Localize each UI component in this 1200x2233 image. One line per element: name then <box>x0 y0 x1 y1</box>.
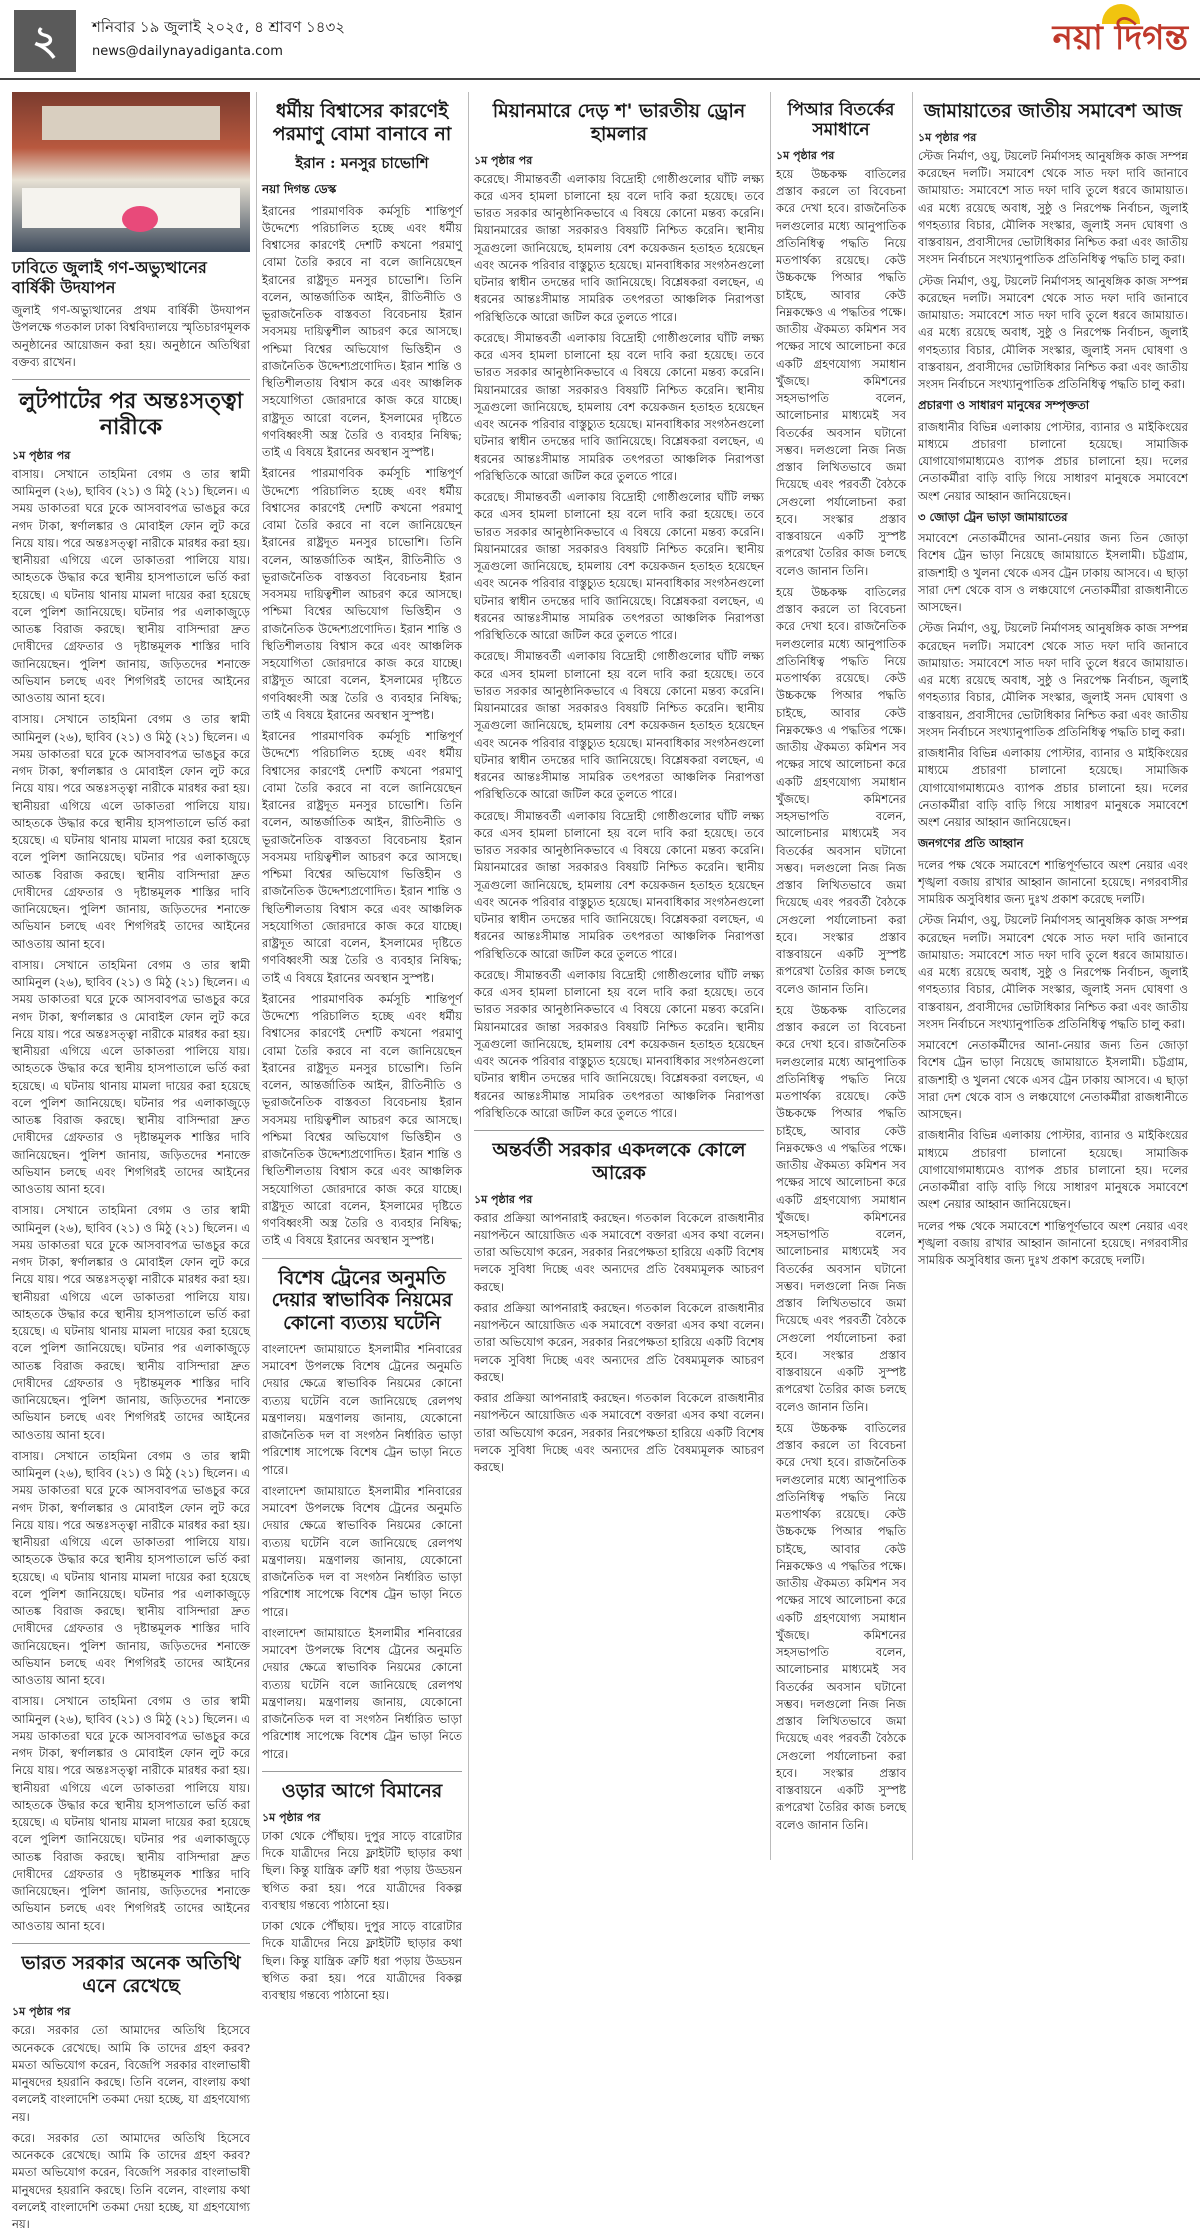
photo-caption-title: ঢাবিতে জুলাই গণ-অভ্যুত্থানের বার্ষিকী উদযাপন <box>12 258 207 297</box>
story-body: করার প্রক্রিয়া আপনারাই করছেন। গতকাল বিকেলে রাজধানীর নয়াপল্টনে আয়োজিত এক সমাবেশে বক্তারা এসব কথা বলেন। তারা অভিযোগ করেন, সরকার নিরপেক্ষতা হারিয়ে একটি বিশেষ দলকে সুবিধা দিচ্ছে এবং অন্যদের প্রতি বৈষম্যমূলক আচরণ করছে। <box>474 1391 764 1475</box>
story-body: বাসায়। সেখানে তাহমিনা বেগম ও তার স্বামী আমিনুল (২৬), ছাবিব (২১) ও মিঠু (২১) ছিলেন। এ সময় ডাকাতরা ঘরে ঢুকে আসবাবপত্র ভাঙচুর করে নগদ টাকা, স্বর্ণালঙ্কার ও মোবাইল ফোন লুট করে নিয়ে যায়। পরে অন্তঃসত্ত্বা নারীকে মারধর করা হয়। স্থানীয়রা এগিয়ে এলে ডাকাতরা পালিয়ে যায়। আহতকে উদ্ধার করে স্থানীয় হাসপাতালে ভর্তি করা হয়েছে। এ ঘটনায় থানায় মামলা দায়ের করা হয়েছে বলে পুলিশ জানিয়েছে। ঘটনার পর এলাকাজুড়ে আতঙ্ক বিরাজ করছে। স্থানীয় বাসিন্দারা দ্রুত দোষীদের গ্রেফতার ও দৃষ্টান্তমূলক শাস্তির দাবি জানিয়েছেন। পুলিশ জানায়, জড়িতদের শনাক্তে অভিযান চলছে এবং শিগগিরই তাদের আইনের আওতায় আনা হবে। <box>12 1203 250 1442</box>
story-headline[interactable]: ভারত সরকার অনেক অতিথি এনে রেখেছে <box>21 1951 241 1997</box>
story-body: ইরানের পারমাণবিক কর্মসূচি শান্তিপূর্ণ উদ্দেশ্যে পরিচালিত হচ্ছে এবং ধর্মীয় বিশ্বাসের কারণেই দেশটি কখনো পরমাণু বোমা তৈরি করবে না বলে জানিয়েছেন ইরানের রাষ্ট্রদূত মনসুর চাভোশি। তিনি বলেন, আন্তর্জাতিক আইন, রীতিনীতি ও ভূরাজনৈতিক বাস্তবতা বিবেচনায় ইরান সবসময় দায়িত্বশীল আচরণ করে আসছে। পশ্চিমা বিশ্বের অভিযোগ ভিত্তিহীন ও রাজনৈতিক উদ্দেশ্যপ্রণোদিত। ইরান শান্তি ও স্থিতিশীলতায় বিশ্বাস করে এবং আঞ্চলিক সহযোগিতা জোরদারে কাজ করে যাচ্ছে। রাষ্ট্রদূত আরো বলেন, ইসলামের দৃষ্টিতে গণবিধ্বংসী অস্ত্র তৈরি ও ব্যবহার নিষিদ্ধ; তাই এ বিষয়ে ইরানের অবস্থান সুস্পষ্ট। <box>262 203 462 460</box>
story-body: করেছে। সীমান্তবর্তী এলাকায় বিদ্রোহী গোষ্ঠীগুলোর ঘাঁটি লক্ষ্য করে এসব হামলা চালানো হয় বলে দাবি করা হয়েছে। তবে ভারত সরকার আনুষ্ঠানিকভাবে এ বিষয়ে কোনো মন্তব্য করেনি। মিয়ানমারের জান্তা সরকারও বিষয়টি নিশ্চিত করেনি। স্থানীয় সূত্রগুলো জানিয়েছে, হামলায় বেশ কয়েকজন হতাহত হয়েছেন এবং অনেক পরিবার বাস্তুচ্যুত হয়েছে। মানবাধিকার সংগঠনগুলো ঘটনার স্বাধীন তদন্তের দাবি জানিয়েছে। বিশ্লেষকরা বলছেন, এ ধরনের আন্তঃসীমান্ত সামরিক তৎপরতা আঞ্চলিক নিরাপত্তা পরিস্থিতিকে আরো জটিল করে তুলতে পারে। <box>474 171 764 324</box>
story-headline[interactable]: লুটপাটের পর অন্তঃসত্ত্বা নারীকে <box>19 388 243 441</box>
inline-subhead: প্রচারণা ও সাধারণ মানুষের সম্পৃক্ততা <box>918 398 1090 413</box>
masthead <box>0 0 1200 80</box>
page-ref: ১ম পৃষ্ঠার পর <box>474 1192 533 1206</box>
story-body: সমাবেশে নেতাকর্মীদের আনা-নেয়ার জন্য তিন জোড়া বিশেষ ট্রেন ভাড়া নিয়েছে জামায়াতে ইসলামী। চট্টগ্রাম, রাজশাহী ও খুলনা থেকে এসব ট্রেন ঢাকায় আসবে। এ ছাড়া সারা দেশ থেকে বাস ও লঞ্চযোগে নেতাকর্মীরা রাজধানীতে আসছেন। <box>918 1038 1188 1122</box>
column-4 <box>776 92 906 1860</box>
story-body: হয়ে উচ্চকক্ষ বাতিলের প্রস্তাব করলে তা বিবেচনা করে দেখা হবে। রাজনৈতিক দলগুলোর মধ্যে আনুপাতিক প্রতিনিধিত্ব পদ্ধতি নিয়ে মতপার্থক্য রয়েছে। কেউ উচ্চকক্ষে পিআর পদ্ধতি চাইছে, আবার কেউ নিম্নকক্ষেও এ পদ্ধতির পক্ষে। জাতীয় ঐকমত্য কমিশন সব পক্ষের সাথে আলোচনা করে একটি গ্রহণযোগ্য সমাধান খুঁজছে। কমিশনের সহসভাপতি বলেন, আলোচনার মাধ্যমেই সব বিতর্কের অবসান ঘটানো সম্ভব। দলগুলো নিজ নিজ প্রস্তাব লিখিতভাবে জমা দিয়েছে এবং পরবর্তী বৈঠকে সেগুলো পর্যালোচনা করা হবে। সংস্কার প্রস্তাব বাস্তবায়নে একটি সুস্পষ্ট রূপরেখা তৈরির কাজ চলছে বলেও জানান তিনি। <box>776 1420 906 1832</box>
column-rule <box>770 92 771 1860</box>
page-ref: ১ম পৃষ্ঠার পর <box>12 448 71 462</box>
story-body: করেছে। সীমান্তবর্তী এলাকায় বিদ্রোহী গোষ্ঠীগুলোর ঘাঁটি লক্ষ্য করে এসব হামলা চালানো হয় বলে দাবি করা হয়েছে। তবে ভারত সরকার আনুষ্ঠানিকভাবে এ বিষয়ে কোনো মন্তব্য করেনি। মিয়ানমারের জান্তা সরকারও বিষয়টি নিশ্চিত করেনি। স্থানীয় সূত্রগুলো জানিয়েছে, হামলায় বেশ কয়েকজন হতাহত হয়েছেন এবং অনেক পরিবার বাস্তুচ্যুত হয়েছে। মানবাধিকার সংগঠনগুলো ঘটনার স্বাধীন তদন্তের দাবি জানিয়েছে। বিশ্লেষকরা বলছেন, এ ধরনের আন্তঃসীমান্ত সামরিক তৎপরতা আঞ্চলিক নিরাপত্তা পরিস্থিতিকে আরো জটিল করে তুলতে পারে। <box>474 330 764 483</box>
story-body: করেছে। সীমান্তবর্তী এলাকায় বিদ্রোহী গোষ্ঠীগুলোর ঘাঁটি লক্ষ্য করে এসব হামলা চালানো হয় বলে দাবি করা হয়েছে। তবে ভারত সরকার আনুষ্ঠানিকভাবে এ বিষয়ে কোনো মন্তব্য করেনি। মিয়ানমারের জান্তা সরকারও বিষয়টি নিশ্চিত করেনি। স্থানীয় সূত্রগুলো জানিয়েছে, হামলায় বেশ কয়েকজন হতাহত হয়েছেন এবং অনেক পরিবার বাস্তুচ্যুত হয়েছে। মানবাধিকার সংগঠনগুলো ঘটনার স্বাধীন তদন্তের দাবি জানিয়েছে। বিশ্লেষকরা বলছেন, এ ধরনের আন্তঃসীমান্ত সামরিক তৎপরতা আঞ্চলিক নিরাপত্তা পরিস্থিতিকে আরো জটিল করে তুলতে পারে। <box>474 967 764 1120</box>
story-body: ইরানের পারমাণবিক কর্মসূচি শান্তিপূর্ণ উদ্দেশ্যে পরিচালিত হচ্ছে এবং ধর্মীয় বিশ্বাসের কারণেই দেশটি কখনো পরমাণু বোমা তৈরি করবে না বলে জানিয়েছেন ইরানের রাষ্ট্রদূত মনসুর চাভোশি। তিনি বলেন, আন্তর্জাতিক আইন, রীতিনীতি ও ভূরাজনৈতিক বাস্তবতা বিবেচনায় ইরান সবসময় দায়িত্বশীল আচরণ করে আসছে। পশ্চিমা বিশ্বের অভিযোগ ভিত্তিহীন ও রাজনৈতিক উদ্দেশ্যপ্রণোদিত। ইরান শান্তি ও স্থিতিশীলতায় বিশ্বাস করে এবং আঞ্চলিক সহযোগিতা জোরদারে কাজ করে যাচ্ছে। রাষ্ট্রদূত আরো বলেন, ইসলামের দৃষ্টিতে গণবিধ্বংসী অস্ত্র তৈরি ও ব্যবহার নিষিদ্ধ; তাই এ বিষয়ে ইরানের অবস্থান সুস্পষ্ট। <box>262 729 462 985</box>
column-rule <box>468 92 469 1860</box>
page-number: ২ <box>14 10 76 72</box>
story-body: ঢাকা থেকে পৌঁছায়। দুপুর সাড়ে বারোটার দিকে যাত্রীদের নিয়ে ফ্লাইটটি ছাড়ার কথা ছিল। কিন্তু যান্ত্রিক ত্রুটি ধরা পড়ায় উড্ডয়ন স্থগিত করা হয়। পরে যাত্রীদের বিকল্প ব্যবস্থায় গন্তব্যে পাঠানো হয়। <box>262 1828 462 1912</box>
divider <box>474 1130 764 1131</box>
story-body: রাজধানীর বিভিন্ন এলাকায় পোস্টার, ব্যানার ও মাইকিংয়ের মাধ্যমে প্রচারণা চালানো হয়েছে। সামাজিক যোগাযোগমাধ্যমেও ব্যাপক প্রচার চালানো হয়। দলের নেতাকর্মীরা বাড়ি বাড়ি গিয়ে সাধারণ মানুষকে সমাবেশে অংশ নেয়ার আহ্বান জানিয়েছেন। <box>918 419 1188 503</box>
column-rule <box>912 92 913 1860</box>
column-2 <box>262 92 462 2003</box>
page-ref: ১ম পৃষ্ঠার পর <box>474 153 533 167</box>
photo-banner <box>42 106 220 140</box>
story-body: হয়ে উচ্চকক্ষ বাতিলের প্রস্তাব করলে তা বিবেচনা করে দেখা হবে। রাজনৈতিক দলগুলোর মধ্যে আনুপাতিক প্রতিনিধিত্ব পদ্ধতি নিয়ে মতপার্থক্য রয়েছে। কেউ উচ্চকক্ষে পিআর পদ্ধতি চাইছে, আবার কেউ নিম্নকক্ষেও এ পদ্ধতির পক্ষে। জাতীয় ঐকমত্য কমিশন সব পক্ষের সাথে আলোচনা করে একটি গ্রহণযোগ্য সমাধান খুঁজছে। কমিশনের সহসভাপতি বলেন, আলোচনার মাধ্যমেই সব বিতর্কের অবসান ঘটানো সম্ভব। দলগুলো নিজ নিজ প্রস্তাব লিখিতভাবে জমা দিয়েছে এবং পরবর্তী বৈঠকে সেগুলো পর্যালোচনা করা হবে। সংস্কার প্রস্তাব বাস্তবায়নে একটি সুস্পষ্ট রূপরেখা তৈরির কাজ চলছে বলেও জানান তিনি। <box>776 1002 906 1414</box>
story-body: রাজধানীর বিভিন্ন এলাকায় পোস্টার, ব্যানার ও মাইকিংয়ের মাধ্যমে প্রচারণা চালানো হয়েছে। সামাজিক যোগাযোগমাধ্যমেও ব্যাপক প্রচার চালানো হয়। দলের নেতাকর্মীরা বাড়ি বাড়ি গিয়ে সাধারণ মানুষকে সমাবেশে অংশ নেয়ার আহ্বান জানিয়েছেন। <box>918 1128 1188 1212</box>
story-body: স্টেজ নির্মাণ, ওয়ু, টয়লেট নির্মাণসহ আনুষঙ্গিক কাজ সম্পন্ন করেছেন দলটি। সমাবেশ থেকে সাত দফা দাবি জানাবে জামায়াত: সমাবেশে সাত দফা দাবি তুলে ধরবে জামায়াত। এর মধ্যে রয়েছে অবাধ, সুষ্ঠু ও নিরপেক্ষ নির্বাচন, জুলাই গণহত্যার বিচার, মৌলিক সংস্কার, জুলাই সনদ ঘোষণা ও বাস্তবায়ন, প্রবাসীদের ভোটাধিকার নিশ্চিত করা এবং জাতীয় সংসদ নির্বাচনে সংখ্যানুপাতিক প্রতিনিধিত্ব পদ্ধতি চালু করা। <box>918 913 1188 1031</box>
story-headline[interactable]: অন্তর্বর্তী সরকার একদলকে কোলে আরেক <box>492 1139 746 1184</box>
story-body: বাসায়। সেখানে তাহমিনা বেগম ও তার স্বামী আমিনুল (২৬), ছাবিব (২১) ও মিঠু (২১) ছিলেন। এ সময় ডাকাতরা ঘরে ঢুকে আসবাবপত্র ভাঙচুর করে নগদ টাকা, স্বর্ণালঙ্কার ও মোবাইল ফোন লুট করে নিয়ে যায়। পরে অন্তঃসত্ত্বা নারীকে মারধর করা হয়। স্থানীয়রা এগিয়ে এলে ডাকাতরা পালিয়ে যায়। আহতকে উদ্ধার করে স্থানীয় হাসপাতালে ভর্তি করা হয়েছে। এ ঘটনায় থানায় মামলা দায়ের করা হয়েছে বলে পুলিশ জানিয়েছে। ঘটনার পর এলাকাজুড়ে আতঙ্ক বিরাজ করছে। স্থানীয় বাসিন্দারা দ্রুত দোষীদের গ্রেফতার ও দৃষ্টান্তমূলক শাস্তির দাবি জানিয়েছেন। পুলিশ জানায়, জড়িতদের শনাক্তে অভিযান চলছে এবং শিগগিরই তাদের আইনের আওতায় আনা হবে। <box>12 1448 250 1688</box>
divider <box>262 1771 462 1772</box>
page-ref: ১ম পৃষ্ঠার পর <box>12 2005 71 2019</box>
column-rule <box>256 92 257 1860</box>
event-photo <box>12 92 250 252</box>
page-ref: ১ম পৃষ্ঠার পর <box>262 1810 321 1824</box>
story-headline[interactable]: মিয়ানমারে দেড় শ' ভারতীয় ড্রোন হামলার <box>492 100 746 145</box>
story-body: করার প্রক্রিয়া আপনারাই করছেন। গতকাল বিকেলে রাজধানীর নয়াপল্টনে আয়োজিত এক সমাবেশে বক্তারা এসব কথা বলেন। তারা অভিযোগ করেন, সরকার নিরপেক্ষতা হারিয়ে একটি বিশেষ দলকে সুবিধা দিচ্ছে এবং অন্যদের প্রতি বৈষম্যমূলক আচরণ করছে। <box>474 1210 764 1294</box>
divider <box>262 1258 462 1259</box>
page-ref: ১ম পৃষ্ঠার পর <box>776 148 835 162</box>
story-body: স্টেজ নির্মাণ, ওয়ু, টয়লেট নির্মাণসহ আনুষঙ্গিক কাজ সম্পন্ন করেছেন দলটি। সমাবেশ থেকে সাত দফা দাবি জানাবে জামায়াত: সমাবেশে সাত দফা দাবি তুলে ধরবে জামায়াত। এর মধ্যে রয়েছে অবাধ, সুষ্ঠু ও নিরপেক্ষ নির্বাচন, জুলাই গণহত্যার বিচার, মৌলিক সংস্কার, জুলাই সনদ ঘোষণা ও বাস্তবায়ন, প্রবাসীদের ভোটাধিকার নিশ্চিত করা এবং জাতীয় সংসদ নির্বাচনে সংখ্যানুপাতিক প্রতিনিধিত্ব পদ্ধতি চালু করা। <box>918 621 1188 739</box>
story-body: বাংলাদেশ জামায়াতে ইসলামীর শনিবারের সমাবেশ উপলক্ষে বিশেষ ট্রেনের অনুমতি দেয়ার ক্ষেত্রে স্বাভাবিক নিয়মের কোনো ব্যত্যয় ঘটেনি বলে জানিয়েছে রেলপথ মন্ত্রণালয়। মন্ত্রণালয় জানায়, যেকোনো রাজনৈতিক দল বা সংগঠন নির্ধারিত ভাড়া পরিশোধ সাপেক্ষে বিশেষ ট্রেন ভাড়া নিতে পারে। <box>262 1341 462 1477</box>
story-body: রাজধানীর বিভিন্ন এলাকায় পোস্টার, ব্যানার ও মাইকিংয়ের মাধ্যমে প্রচারণা চালানো হয়েছে। সামাজিক যোগাযোগমাধ্যমেও ব্যাপক প্রচার চালানো হয়। দলের নেতাকর্মীরা বাড়ি বাড়ি গিয়ে সাধারণ মানুষকে সমাবেশে অংশ নেয়ার আহ্বান জানিয়েছেন। <box>918 746 1188 830</box>
story-body: করেছে। সীমান্তবর্তী এলাকায় বিদ্রোহী গোষ্ঠীগুলোর ঘাঁটি লক্ষ্য করে এসব হামলা চালানো হয় বলে দাবি করা হয়েছে। তবে ভারত সরকার আনুষ্ঠানিকভাবে এ বিষয়ে কোনো মন্তব্য করেনি। মিয়ানমারের জান্তা সরকারও বিষয়টি নিশ্চিত করেনি। স্থানীয় সূত্রগুলো জানিয়েছে, হামলায় বেশ কয়েকজন হতাহত হয়েছেন এবং অনেক পরিবার বাস্তুচ্যুত হয়েছে। মানবাধিকার সংগঠনগুলো ঘটনার স্বাধীন তদন্তের দাবি জানিয়েছে। বিশ্লেষকরা বলছেন, এ ধরনের আন্তঃসীমান্ত সামরিক তৎপরতা আঞ্চলিক নিরাপত্তা পরিস্থিতিকে আরো জটিল করে তুলতে পারে। <box>474 490 764 643</box>
inline-subhead: জনগণের প্রতি আহ্বান <box>918 836 1024 851</box>
story-body: করেছে। সীমান্তবর্তী এলাকায় বিদ্রোহী গোষ্ঠীগুলোর ঘাঁটি লক্ষ্য করে এসব হামলা চালানো হয় বলে দাবি করা হয়েছে। তবে ভারত সরকার আনুষ্ঠানিকভাবে এ বিষয়ে কোনো মন্তব্য করেনি। মিয়ানমারের জান্তা সরকারও বিষয়টি নিশ্চিত করেনি। স্থানীয় সূত্রগুলো জানিয়েছে, হামলায় বেশ কয়েকজন হতাহত হয়েছেন এবং অনেক পরিবার বাস্তুচ্যুত হয়েছে। মানবাধিকার সংগঠনগুলো ঘটনার স্বাধীন তদন্তের দাবি জানিয়েছে। বিশ্লেষকরা বলছেন, এ ধরনের আন্তঃসীমান্ত সামরিক তৎপরতা আঞ্চলিক নিরাপত্তা পরিস্থিতিকে আরো জটিল করে তুলতে পারে। <box>474 808 764 961</box>
story-body: ঢাকা থেকে পৌঁছায়। দুপুর সাড়ে বারোটার দিকে যাত্রীদের নিয়ে ফ্লাইটটি ছাড়ার কথা ছিল। কিন্তু যান্ত্রিক ত্রুটি ধরা পড়ায় উড্ডয়ন স্থগিত করা হয়। পরে যাত্রীদের বিকল্প ব্যবস্থায় গন্তব্যে পাঠানো হয়। <box>262 1919 462 2003</box>
page-ref: ১ম পৃষ্ঠার পর <box>918 130 977 144</box>
story-body: হয়ে উচ্চকক্ষ বাতিলের প্রস্তাব করলে তা বিবেচনা করে দেখা হবে। রাজনৈতিক দলগুলোর মধ্যে আনুপাতিক প্রতিনিধিত্ব পদ্ধতি নিয়ে মতপার্থক্য রয়েছে। কেউ উচ্চকক্ষে পিআর পদ্ধতি চাইছে, আবার কেউ নিম্নকক্ষেও এ পদ্ধতির পক্ষে। জাতীয় ঐকমত্য কমিশন সব পক্ষের সাথে আলোচনা করে একটি গ্রহণযোগ্য সমাধান খুঁজছে। কমিশনের সহসভাপতি বলেন, আলোচনার মাধ্যমেই সব বিতর্কের অবসান ঘটানো সম্ভব। দলগুলো নিজ নিজ প্রস্তাব লিখিতভাবে জমা দিয়েছে এবং পরবর্তী বৈঠকে সেগুলো পর্যালোচনা করা হবে। সংস্কার প্রস্তাব বাস্তবায়নে একটি সুস্পষ্ট রূপরেখা তৈরির কাজ চলছে বলেও জানান তিনি। <box>776 166 906 578</box>
story-headline[interactable]: পিআর বিতর্কের সমাধানে <box>787 100 895 141</box>
story-body: বাসায়। সেখানে তাহমিনা বেগম ও তার স্বামী আমিনুল (২৬), ছাবিব (২১) ও মিঠু (২১) ছিলেন। এ সময় ডাকাতরা ঘরে ঢুকে আসবাবপত্র ভাঙচুর করে নগদ টাকা, স্বর্ণালঙ্কার ও মোবাইল ফোন লুট করে নিয়ে যায়। পরে অন্তঃসত্ত্বা নারীকে মারধর করা হয়। স্থানীয়রা এগিয়ে এলে ডাকাতরা পালিয়ে যায়। আহতকে উদ্ধার করে স্থানীয় হাসপাতালে ভর্তি করা হয়েছে। এ ঘটনায় থানায় মামলা দায়ের করা হয়েছে বলে পুলিশ জানিয়েছে। ঘটনার পর এলাকাজুড়ে আতঙ্ক বিরাজ করছে। স্থানীয় বাসিন্দারা দ্রুত দোষীদের গ্রেফতার ও দৃষ্টান্তমূলক শাস্তির দাবি জানিয়েছেন। পুলিশ জানায়, জড়িতদের শনাক্তে অভিযান চলছে এবং শিগগিরই তাদের আইনের আওতায় আনা হবে। <box>12 957 250 1197</box>
story-body: করে। সরকার তো আমাদের অতিথি হিসেবে অনেককে রেখেছে। আমি কি তাদের গ্রহণ করব? মমতা অভিযোগ করেন, বিজেপি সরকার বাংলাভাষী মানুষদের হয়রানি করছে। তিনি বলেন, বাংলায় কথা বললেই বাংলাদেশি তকমা দেয়া হচ্ছে, যা গ্রহণযোগ্য নয়। <box>12 2023 250 2124</box>
story-headline[interactable]: ওড়ার আগে বিমানের <box>281 1779 443 1802</box>
inline-subhead: ৩ জোড়া ট্রেন ভাড়া জামায়াতের <box>918 509 1068 524</box>
story-headline[interactable]: জামায়াতের জাতীয় সমাবেশ আজ <box>923 100 1183 122</box>
column-5 <box>918 92 1188 1860</box>
story-headline[interactable]: বিশেষ ট্রেনের অনুমতি দেয়ার স্বাভাবিক নিয়মের কোনো ব্যত্যয় ঘটেনি <box>271 1266 453 1335</box>
dateline: শনিবার ১৯ জুলাই ২০২৫, ৪ শ্রাবণ ১৪৩২ <box>92 18 346 36</box>
story-body: দলের পক্ষ থেকে সমাবেশে শান্তিপূর্ণভাবে অংশ নেয়ার এবং শৃঙ্খলা বজায় রাখার আহ্বান জানানো হয়েছে। নগরবাসীর সাময়িক অসুবিধার জন্য দুঃখ প্রকাশ করেছে দলটি। <box>918 1218 1188 1268</box>
newspaper-logo: নয়া দিগন্ত <box>1052 18 1188 58</box>
story-body: ইরানের পারমাণবিক কর্মসূচি শান্তিপূর্ণ উদ্দেশ্যে পরিচালিত হচ্ছে এবং ধর্মীয় বিশ্বাসের কারণেই দেশটি কখনো পরমাণু বোমা তৈরি করবে না বলে জানিয়েছেন ইরানের রাষ্ট্রদূত মনসুর চাভোশি। তিনি বলেন, আন্তর্জাতিক আইন, রীতিনীতি ও ভূরাজনৈতিক বাস্তবতা বিবেচনায় ইরান সবসময় দায়িত্বশীল আচরণ করে আসছে। পশ্চিমা বিশ্বের অভিযোগ ভিত্তিহীন ও রাজনৈতিক উদ্দেশ্যপ্রণোদিত। ইরান শান্তি ও স্থিতিশীলতায় বিশ্বাস করে এবং আঞ্চলিক সহযোগিতা জোরদারে কাজ করে যাচ্ছে। রাষ্ট্রদূত আরো বলেন, ইসলামের দৃষ্টিতে গণবিধ্বংসী অস্ত্র তৈরি ও ব্যবহার নিষিদ্ধ; তাই এ বিষয়ে ইরানের অবস্থান সুস্পষ্ট। <box>262 466 462 722</box>
byline: নয়া দিগন্ত ডেস্ক <box>262 181 337 196</box>
story-body: দলের পক্ষ থেকে সমাবেশে শান্তিপূর্ণভাবে অংশ নেয়ার এবং শৃঙ্খলা বজায় রাখার আহ্বান জানানো হয়েছে। নগরবাসীর সাময়িক অসুবিধার জন্য দুঃখ প্রকাশ করেছে দলটি। <box>918 857 1188 907</box>
column-3 <box>474 92 764 1860</box>
story-body: স্টেজ নির্মাণ, ওয়ু, টয়লেট নির্মাণসহ আনুষঙ্গিক কাজ সম্পন্ন করেছেন দলটি। সমাবেশ থেকে সাত দফা দাবি জানাবে জামায়াত: সমাবেশে সাত দফা দাবি তুলে ধরবে জামায়াত। এর মধ্যে রয়েছে অবাধ, সুষ্ঠু ও নিরপেক্ষ নির্বাচন, জুলাই গণহত্যার বিচার, মৌলিক সংস্কার, জুলাই সনদ ঘোষণা ও বাস্তবায়ন, প্রবাসীদের ভোটাধিকার নিশ্চিত করা এবং জাতীয় সংসদ নির্বাচনে সংখ্যানুপাতিক প্রতিনিধিত্ব পদ্ধতি চালু করা। <box>918 273 1188 392</box>
story-body: ইরানের পারমাণবিক কর্মসূচি শান্তিপূর্ণ উদ্দেশ্যে পরিচালিত হচ্ছে এবং ধর্মীয় বিশ্বাসের কারণেই দেশটি কখনো পরমাণু বোমা তৈরি করবে না বলে জানিয়েছেন ইরানের রাষ্ট্রদূত মনসুর চাভোশি। তিনি বলেন, আন্তর্জাতিক আইন, রীতিনীতি ও ভূরাজনৈতিক বাস্তবতা বিবেচনায় ইরান সবসময় দায়িত্বশীল আচরণ করে আসছে। পশ্চিমা বিশ্বের অভিযোগ ভিত্তিহীন ও রাজনৈতিক উদ্দেশ্যপ্রণোদিত। ইরান শান্তি ও স্থিতিশীলতায় বিশ্বাস করে এবং আঞ্চলিক সহযোগিতা জোরদারে কাজ করে যাচ্ছে। রাষ্ট্রদূত আরো বলেন, ইসলামের দৃষ্টিতে গণবিধ্বংসী অস্ত্র তৈরি ও ব্যবহার নিষিদ্ধ; তাই এ বিষয়ে ইরানের অবস্থান সুস্পষ্ট। <box>262 991 462 1248</box>
story-body: বাসায়। সেখানে তাহমিনা বেগম ও তার স্বামী আমিনুল (২৬), ছাবিব (২১) ও মিঠু (২১) ছিলেন। এ সময় ডাকাতরা ঘরে ঢুকে আসবাবপত্র ভাঙচুর করে নগদ টাকা, স্বর্ণালঙ্কার ও মোবাইল ফোন লুট করে নিয়ে যায়। পরে অন্তঃসত্ত্বা নারীকে মারধর করা হয়। স্থানীয়রা এগিয়ে এলে ডাকাতরা পালিয়ে যায়। আহতকে উদ্ধার করে স্থানীয় হাসপাতালে ভর্তি করা হয়েছে। এ ঘটনায় থানায় মামলা দায়ের করা হয়েছে বলে পুলিশ জানিয়েছে। ঘটনার পর এলাকাজুড়ে আতঙ্ক বিরাজ করছে। স্থানীয় বাসিন্দারা দ্রুত দোষীদের গ্রেফতার ও দৃষ্টান্তমূলক শাস্তির দাবি জানিয়েছেন। পুলিশ জানায়, জড়িতদের শনাক্তে অভিযান চলছে এবং শিগগিরই তাদের আইনের আওতায় আনা হবে। <box>12 1694 250 1933</box>
story-body: করেছে। সীমান্তবর্তী এলাকায় বিদ্রোহী গোষ্ঠীগুলোর ঘাঁটি লক্ষ্য করে এসব হামলা চালানো হয় বলে দাবি করা হয়েছে। তবে ভারত সরকার আনুষ্ঠানিকভাবে এ বিষয়ে কোনো মন্তব্য করেনি। মিয়ানমারের জান্তা সরকারও বিষয়টি নিশ্চিত করেনি। স্থানীয় সূত্রগুলো জানিয়েছে, হামলায় বেশ কয়েকজন হতাহত হয়েছেন এবং অনেক পরিবার বাস্তুচ্যুত হয়েছে। মানবাধিকার সংগঠনগুলো ঘটনার স্বাধীন তদন্তের দাবি জানিয়েছে। বিশ্লেষকরা বলছেন, এ ধরনের আন্তঃসীমান্ত সামরিক তৎপরতা আঞ্চলিক নিরাপত্তা পরিস্থিতিকে আরো জটিল করে তুলতে পারে। <box>474 649 764 802</box>
story-body: বাসায়। সেখানে তাহমিনা বেগম ও তার স্বামী আমিনুল (২৬), ছাবিব (২১) ও মিঠু (২১) ছিলেন। এ সময় ডাকাতরা ঘরে ঢুকে আসবাবপত্র ভাঙচুর করে নগদ টাকা, স্বর্ণালঙ্কার ও মোবাইল ফোন লুট করে নিয়ে যায়। পরে অন্তঃসত্ত্বা নারীকে মারধর করা হয়। স্থানীয়রা এগিয়ে এলে ডাকাতরা পালিয়ে যায়। আহতকে উদ্ধার করে স্থানীয় হাসপাতালে ভর্তি করা হয়েছে। এ ঘটনায় থানায় মামলা দায়ের করা হয়েছে বলে পুলিশ জানিয়েছে। ঘটনার পর এলাকাজুড়ে আতঙ্ক বিরাজ করছে। স্থানীয় বাসিন্দারা দ্রুত দোষীদের গ্রেফতার ও দৃষ্টান্তমূলক শাস্তির দাবি জানিয়েছেন। পুলিশ জানায়, জড়িতদের শনাক্তে অভিযান চলছে এবং শিগগিরই তাদের আইনের আওতায় আনা হবে। <box>12 712 250 951</box>
story-subhead: ইরান : মনসুর চাভোশি <box>295 153 429 172</box>
flower-icon <box>122 206 158 232</box>
story-headline[interactable]: ধর্মীয় বিশ্বাসের কারণেই পরমাণু বোমা বানাবে না <box>272 100 452 145</box>
photo-caption-text: জুলাই গণ-অভ্যুত্থানের প্রথম বার্ষিকী উদযাপন উপলক্ষে গতকাল ঢাকা বিশ্ববিদ্যালয়ে স্মৃতিচারণমূলক অনুষ্ঠানের আয়োজন করা হয়। অনুষ্ঠানে অতিথিরা বক্তব্য রাখেন। <box>12 303 251 369</box>
divider <box>12 379 250 380</box>
story-body: বাংলাদেশ জামায়াতে ইসলামীর শনিবারের সমাবেশ উপলক্ষে বিশেষ ট্রেনের অনুমতি দেয়ার ক্ষেত্রে স্বাভাবিক নিয়মের কোনো ব্যত্যয় ঘটেনি বলে জানিয়েছে রেলপথ মন্ত্রণালয়। মন্ত্রণালয় জানায়, যেকোনো রাজনৈতিক দল বা সংগঠন নির্ধারিত ভাড়া পরিশোধ সাপেক্ষে বিশেষ ট্রেন ভাড়া নিতে পারে। <box>262 1483 462 1619</box>
column-1 <box>12 92 251 2232</box>
story-body: সমাবেশে নেতাকর্মীদের আনা-নেয়ার জন্য তিন জোড়া বিশেষ ট্রেন ভাড়া নিয়েছে জামায়াতে ইসলামী। চট্টগ্রাম, রাজশাহী ও খুলনা থেকে এসব ট্রেন ঢাকায় আসবে। এ ছাড়া সারা দেশ থেকে বাস ও লঞ্চযোগে নেতাকর্মীরা রাজধানীতে আসছেন। <box>918 531 1188 615</box>
story-body: করে। সরকার তো আমাদের অতিথি হিসেবে অনেককে রেখেছে। আমি কি তাদের গ্রহণ করব? মমতা অভিযোগ করেন, বিজেপি সরকার বাংলাভাষী মানুষদের হয়রানি করছে। তিনি বলেন, বাংলায় কথা বললেই বাংলাদেশি তকমা দেয়া হচ্ছে, যা গ্রহণযোগ্য নয়। <box>12 2130 250 2232</box>
story-body: স্টেজ নির্মাণ, ওয়ু, টয়লেট নির্মাণসহ আনুষঙ্গিক কাজ সম্পন্ন করেছেন দলটি। সমাবেশ থেকে সাত দফা দাবি জানাবে জামায়াত: সমাবেশে সাত দফা দাবি তুলে ধরবে জামায়াত। এর মধ্যে রয়েছে অবাধ, সুষ্ঠু ও নিরপেক্ষ নির্বাচন, জুলাই গণহত্যার বিচার, মৌলিক সংস্কার, জুলাই সনদ ঘোষণা ও বাস্তবায়ন, প্রবাসীদের ভোটাধিকার নিশ্চিত করা এবং জাতীয় সংসদ নির্বাচনে সংখ্যানুপাতিক প্রতিনিধিত্ব পদ্ধতি চালু করা। <box>918 148 1188 267</box>
email-link[interactable]: news@dailynayadiganta.com <box>92 44 283 59</box>
story-body: বাংলাদেশ জামায়াতে ইসলামীর শনিবারের সমাবেশ উপলক্ষে বিশেষ ট্রেনের অনুমতি দেয়ার ক্ষেত্রে স্বাভাবিক নিয়মের কোনো ব্যত্যয় ঘটেনি বলে জানিয়েছে রেলপথ মন্ত্রণালয়। মন্ত্রণালয় জানায়, যেকোনো রাজনৈতিক দল বা সংগঠন নির্ধারিত ভাড়া পরিশোধ সাপেক্ষে বিশেষ ট্রেন ভাড়া নিতে পারে। <box>262 1625 462 1761</box>
story-body: করার প্রক্রিয়া আপনারাই করছেন। গতকাল বিকেলে রাজধানীর নয়াপল্টনে আয়োজিত এক সমাবেশে বক্তারা এসব কথা বলেন। তারা অভিযোগ করেন, সরকার নিরপেক্ষতা হারিয়ে একটি বিশেষ দলকে সুবিধা দিচ্ছে এবং অন্যদের প্রতি বৈষম্যমূলক আচরণ করছে। <box>474 1300 764 1384</box>
story-body: বাসায়। সেখানে তাহমিনা বেগম ও তার স্বামী আমিনুল (২৬), ছাবিব (২১) ও মিঠু (২১) ছিলেন। এ সময় ডাকাতরা ঘরে ঢুকে আসবাবপত্র ভাঙচুর করে নগদ টাকা, স্বর্ণালঙ্কার ও মোবাইল ফোন লুট করে নিয়ে যায়। পরে অন্তঃসত্ত্বা নারীকে মারধর করা হয়। স্থানীয়রা এগিয়ে এলে ডাকাতরা পালিয়ে যায়। আহতকে উদ্ধার করে স্থানীয় হাসপাতালে ভর্তি করা হয়েছে। এ ঘটনায় থানায় মামলা দায়ের করা হয়েছে বলে পুলিশ জানিয়েছে। ঘটনার পর এলাকাজুড়ে আতঙ্ক বিরাজ করছে। স্থানীয় বাসিন্দারা দ্রুত দোষীদের গ্রেফতার ও দৃষ্টান্তমূলক শাস্তির দাবি জানিয়েছেন। পুলিশ জানায়, জড়িতদের শনাক্তে অভিযান চলছে এবং শিগগিরই তাদের আইনের আওতায় আনা হবে। <box>12 466 250 706</box>
story-body: হয়ে উচ্চকক্ষ বাতিলের প্রস্তাব করলে তা বিবেচনা করে দেখা হবে। রাজনৈতিক দলগুলোর মধ্যে আনুপাতিক প্রতিনিধিত্ব পদ্ধতি নিয়ে মতপার্থক্য রয়েছে। কেউ উচ্চকক্ষে পিআর পদ্ধতি চাইছে, আবার কেউ নিম্নকক্ষেও এ পদ্ধতির পক্ষে। জাতীয় ঐকমত্য কমিশন সব পক্ষের সাথে আলোচনা করে একটি গ্রহণযোগ্য সমাধান খুঁজছে। কমিশনের সহসভাপতি বলেন, আলোচনার মাধ্যমেই সব বিতর্কের অবসান ঘটানো সম্ভব। দলগুলো নিজ নিজ প্রস্তাব লিখিতভাবে জমা দিয়েছে এবং পরবর্তী বৈঠকে সেগুলো পর্যালোচনা করা হবে। সংস্কার প্রস্তাব বাস্তবায়নে একটি সুস্পষ্ট রূপরেখা তৈরির কাজ চলছে বলেও জানান তিনি। <box>776 584 906 996</box>
divider <box>12 1943 250 1944</box>
